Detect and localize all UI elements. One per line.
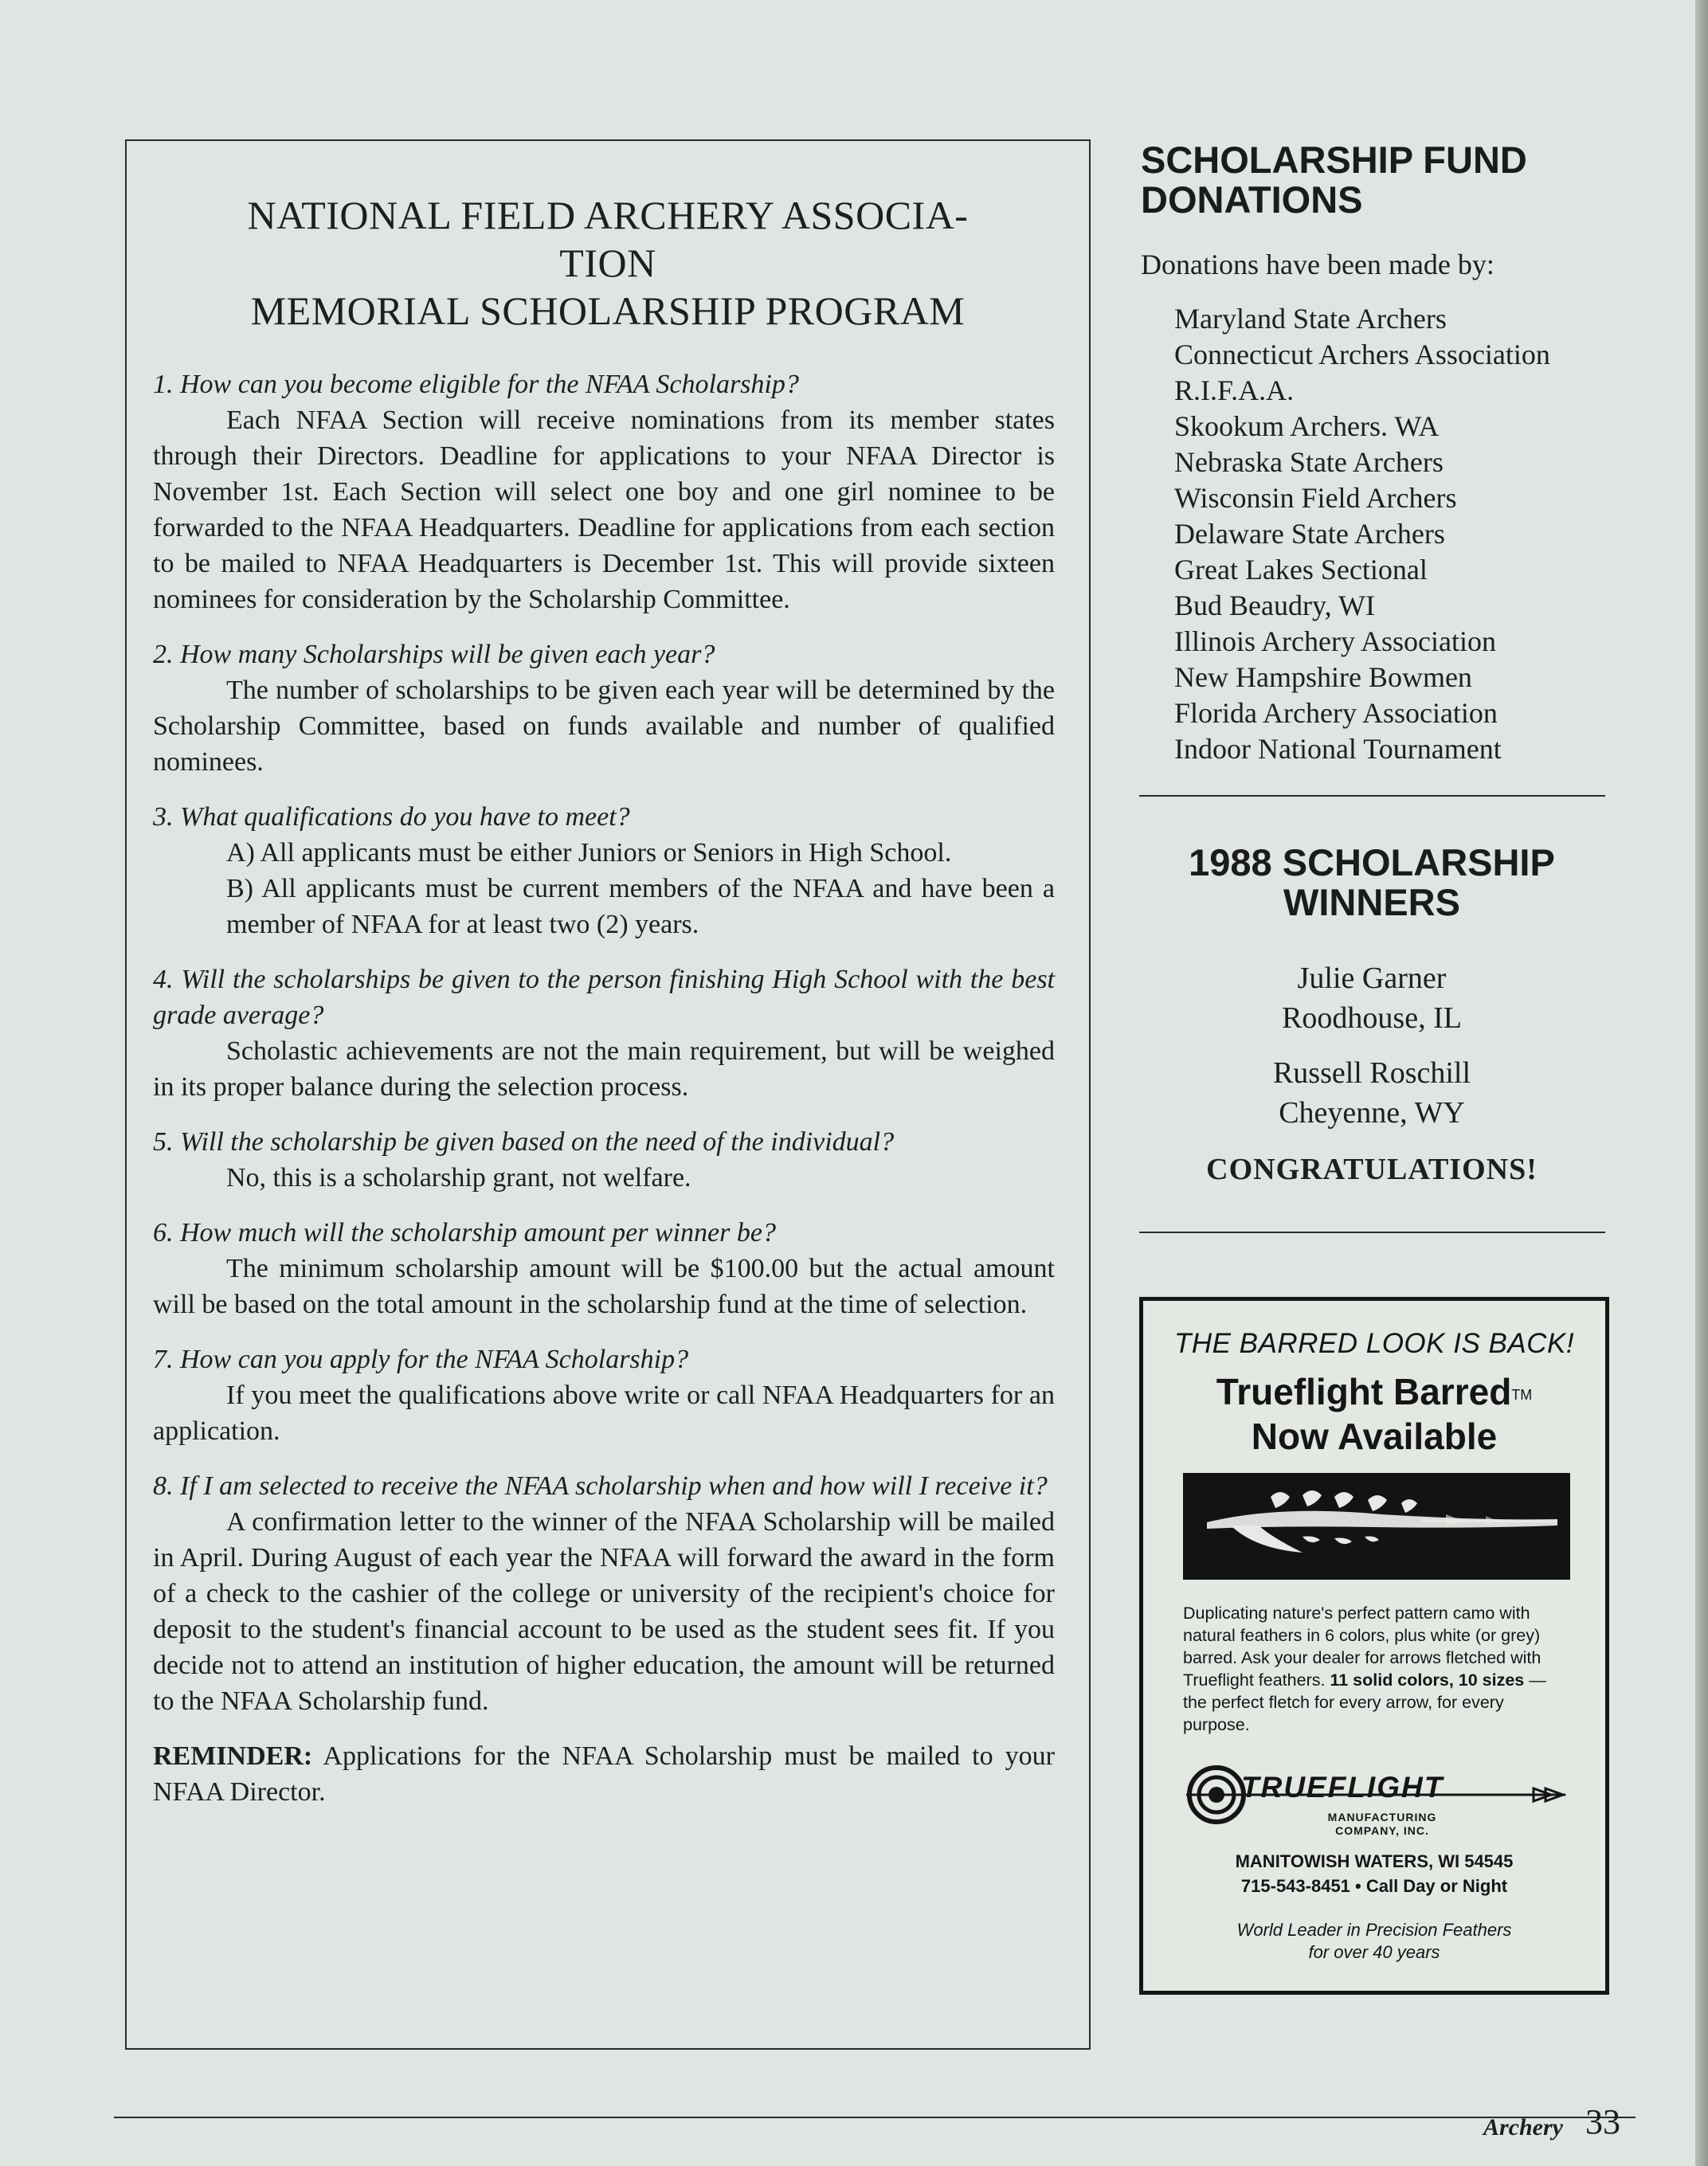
answer-text: A) All applicants must be either Juniors or Seniors in High School. (226, 838, 952, 868)
answer-text: The minimum scholarship amount will be $100.00 but the actual amount will be based on the total amount in the scholarship fund at the time of selection. (153, 1254, 1055, 1319)
feather-photo-graphic (1183, 1473, 1570, 1580)
donor-list (1174, 301, 1550, 767)
answer-text: If you meet the qualifications above write or call NFAA Headquarters for an application. (153, 1381, 1055, 1446)
donor-item: Bud Beaudry, WI (1174, 589, 1375, 621)
answer-text: The number of scholarships to be given each year will be determined by the Scholarship Committee, based on funds available and number of qualified nominees. (153, 676, 1055, 777)
question-text: 2. How many Scholarships will be given each year? (153, 640, 715, 669)
donor-item: R.I.F.A.A. (1174, 374, 1295, 406)
article-title-line: MEMORIAL SCHOLARSHIP PROGRAM (250, 288, 966, 333)
ad-contact (1143, 1849, 1605, 1898)
ad-phone: 715-543-8451 • Call Day or Night (1240, 1876, 1508, 1896)
ad-slogan (1143, 1919, 1605, 1964)
ad-headline-line: Now Available (1251, 1416, 1498, 1457)
ad-copy-text: — the perfect fletch for every arrow, for every purpose. (1183, 1671, 1546, 1734)
donor-item: Florida Archery Association (1174, 697, 1498, 729)
article-body (153, 366, 1055, 1810)
qa-item-1 (153, 366, 1055, 617)
ad-slogan-line: for over 40 years (1308, 1942, 1440, 1962)
answer-text: Each NFAA Section will receive nominations from its member states through their Directors. Deadline for applications to your NFAA Director is November 1st. Each Section will select one boy and one girl nominee to be forwarded to the NFAA Headquarters. Deadline for applications from each section to be mailed to NFAA Headquarters is December 1st. This will provide sixteen nominees for consideration by the Scholarship Committee. (153, 405, 1055, 614)
footer-rule (114, 2117, 1636, 2118)
winner-name: Russell Roschill (1272, 1056, 1471, 1090)
target-arrow-logo-icon (1183, 1751, 1581, 1862)
question-text: 7. How can you apply for the NFAA Scholarship? (153, 1345, 689, 1374)
answer-text: B) All applicants must be current members of the NFAA and have been a member of NFAA for at least two (2) years. (226, 874, 1055, 939)
reminder-text: Applications for the NFAA Scholarship must be mailed to your NFAA Director. (153, 1741, 1056, 1807)
donor-item: Connecticut Archers Association (1174, 339, 1550, 370)
ad-logo-subtitle-line: COMPANY, INC. (1335, 1824, 1429, 1837)
ad-copy (1183, 1602, 1573, 1736)
article-title (145, 191, 1071, 335)
donor-item: New Hampshire Bowmen (1174, 661, 1472, 693)
ad-copy-text: Duplicating nature's perfect pattern camo with natural feathers in 6 colors, plus white (or grey) barred. Ask your dealer for arrows fletched with Trueflight feathers. (1183, 1604, 1542, 1690)
question-text: 3. What qualifications do you have to meet? (153, 802, 630, 832)
ad-copy-bold: 11 solid colors, 10 sizes (1330, 1671, 1525, 1690)
donor-item: Delaware State Archers (1174, 518, 1445, 550)
donor-item: Nebraska State Archers (1174, 446, 1444, 478)
qa-item-5 (153, 1124, 1055, 1196)
donor-item: Wisconsin Field Archers (1174, 482, 1457, 514)
section-divider (1139, 1232, 1605, 1233)
qa-item-2 (153, 636, 1055, 780)
winners-heading (1141, 843, 1603, 922)
ad-slogan-line: World Leader in Precision Feathers (1236, 1920, 1512, 1940)
page-number: 33 (1585, 2102, 1620, 2141)
question-text: 6. How much will the scholarship amount per winner be? (153, 1218, 776, 1248)
reminder-label: REMINDER: (153, 1741, 313, 1771)
winner-location: Roodhouse, IL (1282, 1001, 1462, 1035)
donations-heading-line: DONATIONS (1141, 178, 1363, 221)
answer-list (153, 835, 1055, 942)
qa-item-4 (153, 962, 1055, 1105)
qa-item-6 (153, 1215, 1055, 1322)
ad-logo-name: TRUEFLIGHT (1241, 1771, 1444, 1804)
ad-tagline: THE BARRED LOOK IS BACK! (1173, 1328, 1575, 1359)
winners-heading-line: 1988 SCHOLARSHIP (1189, 841, 1555, 883)
ad-logo-subtitle-line: MANUFACTURING (1327, 1811, 1437, 1823)
donations-intro: Donations have been made by: (1141, 249, 1494, 280)
answer-text: No, this is a scholarship grant, not welfare. (226, 1163, 691, 1193)
qa-item-7 (153, 1342, 1055, 1449)
qa-item-3 (153, 799, 1055, 942)
ad-logo-subtitle (1295, 1811, 1470, 1838)
ad-headline-line: Trueflight Barred (1216, 1371, 1512, 1412)
answer-text: Scholastic achievements are not the main requirement, but will be weighed in its proper balance during the selection process. (153, 1036, 1055, 1102)
trueflight-advertisement (1139, 1297, 1609, 1995)
donations-heading (1141, 140, 1603, 220)
donations-heading-line: SCHOLARSHIP FUND (1141, 139, 1527, 181)
question-text: 5. Will the scholarship be given based on the need of the individual? (153, 1127, 895, 1157)
question-text: 8. If I am selected to receive the NFAA scholarship when and how will I receive it? (153, 1471, 1048, 1501)
article-title-line: NATIONAL FIELD ARCHERY ASSOCIA- (247, 193, 969, 237)
donor-item: Maryland State Archers (1174, 303, 1447, 335)
winner-name: Julie Garner (1297, 962, 1447, 995)
winner-2 (1141, 1053, 1603, 1133)
section-divider (1139, 795, 1605, 797)
winner-location: Cheyenne, WY (1279, 1096, 1465, 1130)
ad-address: MANITOWISH WATERS, WI 54545 (1235, 1851, 1514, 1871)
donor-item: Illinois Archery Association (1174, 625, 1496, 657)
page-edge (1695, 0, 1708, 2166)
trademark-mark: TM (1511, 1387, 1533, 1403)
article-title-line: TION (559, 241, 656, 285)
answer-text: A confirmation letter to the winner of the NFAA Scholarship will be mailed in April. During August of each year the NFAA will forward the award in the form of a check to the cashier of the college or university of the recipient's choice for deposit to the student's financial account to be used as the student sees fit. If you decide not to attend an institution of higher education, the amount will be returned to the NFAA Scholarship fund. (153, 1507, 1055, 1716)
donor-item: Great Lakes Sectional (1174, 554, 1428, 586)
question-text: 4. Will the scholarships be given to the person finishing High School with the best grade average? (153, 965, 1055, 1030)
congratulations-text: CONGRATULATIONS! (1206, 1153, 1538, 1186)
magazine-name: Archery (1483, 2114, 1563, 2141)
winners-heading-line: WINNERS (1283, 881, 1460, 923)
feather-photo-icon (1183, 1473, 1570, 1580)
winner-1 (1141, 958, 1603, 1038)
donor-item: Indoor National Tournament (1174, 733, 1502, 765)
ad-headline (1143, 1369, 1605, 1459)
reminder (153, 1738, 1055, 1810)
question-text: 1. How can you become eligible for the NFAA Scholarship? (153, 370, 799, 399)
donor-item: Skookum Archers. WA (1174, 410, 1440, 442)
qa-item-8 (153, 1468, 1055, 1719)
